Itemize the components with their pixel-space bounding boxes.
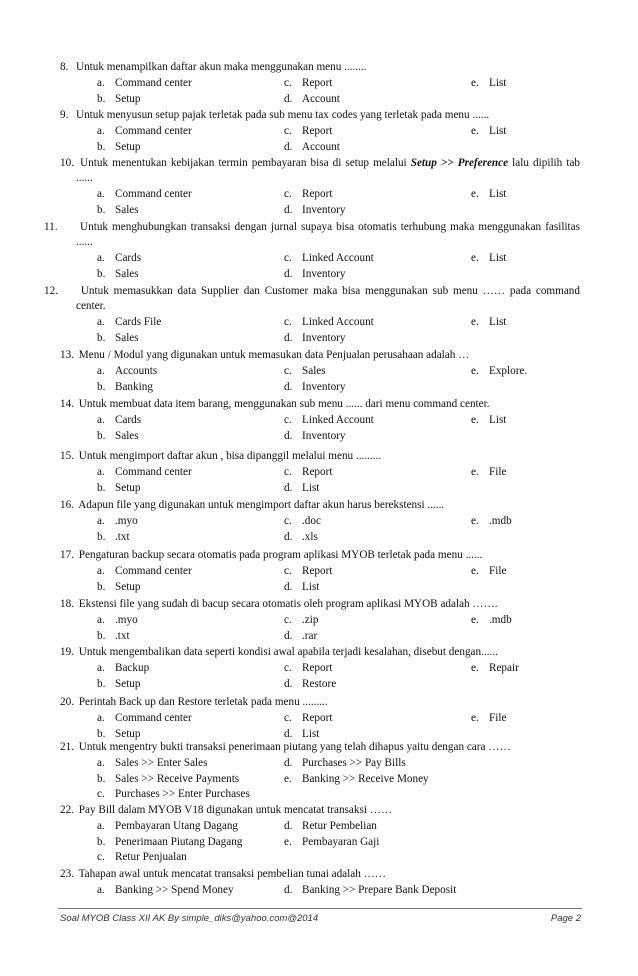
option-d: d. Account bbox=[284, 92, 340, 105]
question-21 bbox=[60, 740, 580, 803]
answer-options bbox=[60, 613, 580, 644]
option-b: b. Setup bbox=[97, 580, 141, 593]
question-number: 9. bbox=[60, 109, 69, 121]
question-number: 13. bbox=[60, 349, 74, 361]
question-8 bbox=[60, 60, 580, 107]
option-e: e. .mdb bbox=[471, 614, 512, 626]
question-number: 19. bbox=[60, 646, 74, 658]
option-b: b. Sales >> Receive Payments bbox=[97, 772, 240, 785]
question-10 bbox=[60, 156, 580, 218]
option-b: b. Sales bbox=[97, 203, 139, 216]
answer-options bbox=[60, 465, 580, 496]
option-c: c. Linked Account bbox=[284, 414, 374, 426]
answer-options bbox=[60, 514, 580, 545]
answer-options bbox=[60, 883, 580, 899]
option-d: d. Inventory bbox=[284, 267, 346, 280]
option-d: d. List bbox=[284, 580, 320, 593]
option-e: e. File bbox=[471, 565, 507, 577]
option-b: b. .txt bbox=[97, 629, 130, 642]
option-c: c. Report bbox=[284, 466, 333, 478]
option-d: d. .xls bbox=[284, 530, 318, 543]
answer-options bbox=[60, 413, 580, 444]
option-d: d. Inventory bbox=[284, 203, 346, 216]
question-number: 16. bbox=[60, 499, 74, 511]
option-c: c. .zip bbox=[284, 614, 319, 626]
question-19 bbox=[60, 645, 580, 692]
question-text: Untuk mengimport daftar akun , bisa dipanggil melalui menu ......... bbox=[78, 450, 382, 462]
page-number: Page 2 bbox=[550, 913, 581, 924]
question-17 bbox=[60, 548, 580, 595]
option-d: d. Restore bbox=[284, 677, 337, 690]
question-number: 20. bbox=[60, 696, 74, 708]
option-e: e. File bbox=[471, 712, 507, 724]
option-d: d. Inventory bbox=[284, 380, 346, 393]
question-number: 10. bbox=[60, 157, 74, 169]
answer-options bbox=[60, 76, 580, 107]
option-d: d. Retur Pembelian bbox=[284, 820, 377, 832]
answer-options bbox=[60, 819, 580, 866]
option-e: e. Banking >> Receive Money bbox=[284, 772, 429, 785]
question-text: Untuk mengembalikan data seperti kondisi awal apabila terjadi kesalahan, disebut dengan...... bbox=[78, 646, 498, 658]
option-a: a. Cards File bbox=[97, 316, 162, 328]
option-a: a. Command center bbox=[97, 565, 192, 577]
menu-path: Setup >> Preference bbox=[410, 157, 509, 169]
question-16 bbox=[60, 498, 580, 545]
answer-options bbox=[60, 187, 580, 218]
option-c: c. Report bbox=[284, 565, 333, 577]
question-text: Untuk menghubungkan transaksi dengan jurnal supaya bisa otomatis terhubung maka menggunakan fasilitas ...... bbox=[76, 221, 580, 248]
option-c: c. Linked Account bbox=[284, 316, 374, 328]
question-number: 21. bbox=[60, 741, 74, 753]
option-e: e. Repair bbox=[471, 662, 519, 674]
option-a: a. Command center bbox=[97, 125, 192, 137]
question-number: 11. bbox=[44, 221, 58, 233]
question-number: 8. bbox=[60, 61, 69, 73]
answer-options bbox=[60, 315, 580, 346]
option-a: a. Command center bbox=[97, 466, 192, 478]
option-d: d. Inventory bbox=[284, 429, 346, 442]
question-13 bbox=[60, 348, 580, 395]
answer-options bbox=[60, 124, 580, 155]
question-11 bbox=[44, 220, 580, 282]
option-a: a. .myo bbox=[97, 614, 138, 626]
question-text: Untuk menyusun setup pajak terletak pada sub menu tax codes yang terletak pada menu ...... bbox=[76, 109, 490, 121]
question-20 bbox=[60, 695, 580, 742]
question-text-tail: lalu dipilih tab ...... bbox=[76, 157, 581, 184]
option-d: d. Account bbox=[284, 140, 340, 153]
question-23 bbox=[60, 867, 580, 899]
option-a: a. Command center bbox=[97, 77, 192, 89]
option-e: e. List bbox=[471, 77, 507, 89]
option-e: e. List bbox=[471, 252, 507, 264]
question-number: 18. bbox=[60, 598, 74, 610]
footer-divider bbox=[58, 908, 582, 909]
option-a: a. .myo bbox=[97, 515, 138, 527]
option-e: e. File bbox=[471, 466, 507, 478]
answer-options bbox=[60, 711, 580, 742]
question-text: Untuk menampilkan daftar akun maka menggunakan menu ........ bbox=[76, 61, 367, 73]
option-a: a. Cards bbox=[97, 252, 142, 264]
option-d: d. Inventory bbox=[284, 331, 346, 344]
option-e: e. List bbox=[471, 188, 507, 200]
answer-options bbox=[60, 661, 580, 692]
answer-options bbox=[60, 564, 580, 595]
option-b: b. Setup bbox=[97, 727, 141, 740]
option-b: b. Banking bbox=[97, 380, 153, 393]
option-e: e. .mdb bbox=[471, 515, 512, 527]
option-b: b. .txt bbox=[97, 530, 130, 543]
option-a: a. Command center bbox=[97, 188, 192, 200]
question-number: 12. bbox=[44, 285, 58, 297]
question-text: Untuk membuat data item barang, menggunakan sub menu ...... dari menu command center. bbox=[78, 398, 490, 410]
option-b: b. Sales bbox=[97, 267, 139, 280]
footer-credit: Soal MYOB Class XII AK By simple_diks@yahoo.com@2014 bbox=[60, 913, 319, 924]
option-e: e. Pembayaran Gaji bbox=[284, 835, 380, 848]
question-number: 17. bbox=[60, 549, 74, 561]
option-d: d. Banking >> Prepare Bank Deposit bbox=[284, 884, 457, 896]
option-c: c. Sales bbox=[284, 365, 326, 377]
question-22 bbox=[60, 803, 580, 866]
option-b: b. Setup bbox=[97, 481, 141, 494]
option-c: c. Report bbox=[284, 125, 333, 137]
question-9 bbox=[60, 108, 580, 155]
option-c: c. Linked Account bbox=[284, 252, 374, 264]
question-text: Tahapan awal untuk mencatat transaksi pembelian tunai adalah …… bbox=[78, 868, 386, 880]
question-text: Adapun file yang digunakan untuk mengimport daftar akun harus berekstensi ...... bbox=[78, 499, 445, 511]
question-text: Pengaturan backup secara otomatis pada program aplikasi MYOB terletak pada menu ...... bbox=[78, 549, 483, 561]
option-c: c. .doc bbox=[284, 515, 321, 527]
option-c: c. Report bbox=[284, 662, 333, 674]
option-b: b. Setup bbox=[97, 92, 141, 105]
question-number: 15. bbox=[60, 450, 74, 462]
option-c: c. Report bbox=[284, 77, 333, 89]
option-a: a. Pembayaran Utang Dagang bbox=[97, 820, 239, 832]
option-d: d. Purchases >> Pay Bills bbox=[284, 757, 406, 769]
option-d: d. List bbox=[284, 727, 320, 740]
question-15 bbox=[60, 449, 580, 496]
question-text: Pay Bill dalam MYOB V18 digunakan untuk mencatat transaksi …… bbox=[78, 804, 393, 816]
question-number: 14. bbox=[60, 398, 74, 410]
option-d: d. List bbox=[284, 481, 320, 494]
question-text: Perintah Back up dan Restore terletak pada menu ......... bbox=[78, 696, 328, 708]
question-18 bbox=[60, 597, 580, 644]
option-a: a. Banking >> Spend Money bbox=[97, 884, 234, 896]
answer-options bbox=[60, 756, 580, 803]
option-c: c. Purchases >> Enter Purchases bbox=[97, 788, 250, 800]
question-12 bbox=[44, 284, 580, 346]
question-text: Menu / Modul yang digunakan untuk memasukan data Penjualan perusahaan adalah … bbox=[78, 349, 470, 361]
option-b: b. Setup bbox=[97, 140, 141, 153]
option-a: a. Backup bbox=[97, 662, 150, 674]
option-a: a. Accounts bbox=[97, 365, 158, 377]
question-text: Untuk menentukan kebijakan termin pembayaran bisa di setup melalui bbox=[80, 157, 411, 169]
option-a: a. Sales >> Enter Sales bbox=[97, 757, 208, 769]
option-c: c. Report bbox=[284, 712, 333, 724]
answer-options bbox=[60, 251, 580, 282]
option-e: e. List bbox=[471, 414, 507, 426]
option-e: e. Explore. bbox=[471, 365, 528, 377]
question-14 bbox=[60, 397, 580, 444]
question-text: Ekstensi file yang sudah di bacup secara otomatis oleh program aplikasi MYOB adalah ……. bbox=[78, 598, 498, 610]
option-e: e. List bbox=[471, 316, 507, 328]
option-a: a. Cards bbox=[97, 414, 142, 426]
question-number: 22. bbox=[60, 804, 74, 816]
question-number: 23. bbox=[60, 868, 74, 880]
option-c: c. Report bbox=[284, 188, 333, 200]
option-b: b. Sales bbox=[97, 429, 139, 442]
option-c: c. Retur Penjualan bbox=[97, 851, 187, 863]
option-e: e. List bbox=[471, 125, 507, 137]
question-text: Untuk mengentry bukti transaksi penerimaan piutang yang telah dihapus yaitu dengan cara …… bbox=[78, 741, 511, 753]
option-d: d. .rar bbox=[284, 629, 318, 642]
option-b: b. Setup bbox=[97, 677, 141, 690]
answer-options bbox=[60, 364, 580, 395]
question-text: Untuk memasukkan data Supplier dan Customer maka bisa menggunakan sub menu …… pada command center. bbox=[76, 285, 580, 312]
option-a: a. Command center bbox=[97, 712, 192, 724]
option-b: b. Penerimaan Piutang Dagang bbox=[97, 835, 243, 848]
option-b: b. Sales bbox=[97, 331, 139, 344]
